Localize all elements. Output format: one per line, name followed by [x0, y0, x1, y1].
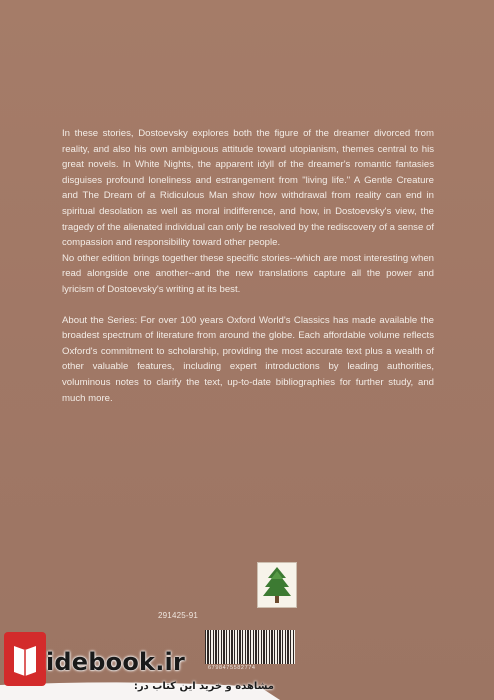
book-description [62, 126, 434, 406]
watermark-persian-text: مشاهده و خرید این کتاب در: [133, 681, 274, 692]
barcode-number: 6798475582774 [208, 665, 256, 671]
logo-text: idebook.ir [46, 648, 185, 676]
tree-emblem-icon [257, 562, 297, 608]
barcode [205, 630, 295, 664]
description-paragraph-2: No other edition brings together these specific stories--which are most interesting when read alongside one another--and the new translations capture all the power and lyricism of Dostoevsky's writing at its best. [62, 252, 434, 295]
book-logo-icon [4, 632, 46, 686]
series-paragraph: About the Series: For over 100 years Oxford World's Classics has made available the broadest spectrum of literature from around the globe. Each affordable volume reflects Oxford's commitment to scholarship, providing the most accurate text plus a wealth of other valuable features, including expert introductions by leading authorities, voluminous notes to clarify the text, up-to-date bibliographies for further study, and much more. [62, 314, 434, 404]
product-code: 291425-91 [158, 611, 199, 620]
description-paragraph-1: In these stories, Dostoevsky explores both the figure of the dreamer divorced from reality, and also his own ambiguous attitude toward utopianism, themes central to his great novels. In White Nights, the apparent idyll of the dreamer's romantic fantasies disguises profound loneliness and estrangement from "living life." A Gentle Creature and The Dream of a Ridiculous Man show how withdrawal from reality can end in spiritual desolation as well as moral indifference, and how, in Dostoevsky's view, the tragedy of the alienated individual can only be resolved by the rediscovery of a sense of compassion and responsibility toward other people. [62, 128, 434, 249]
